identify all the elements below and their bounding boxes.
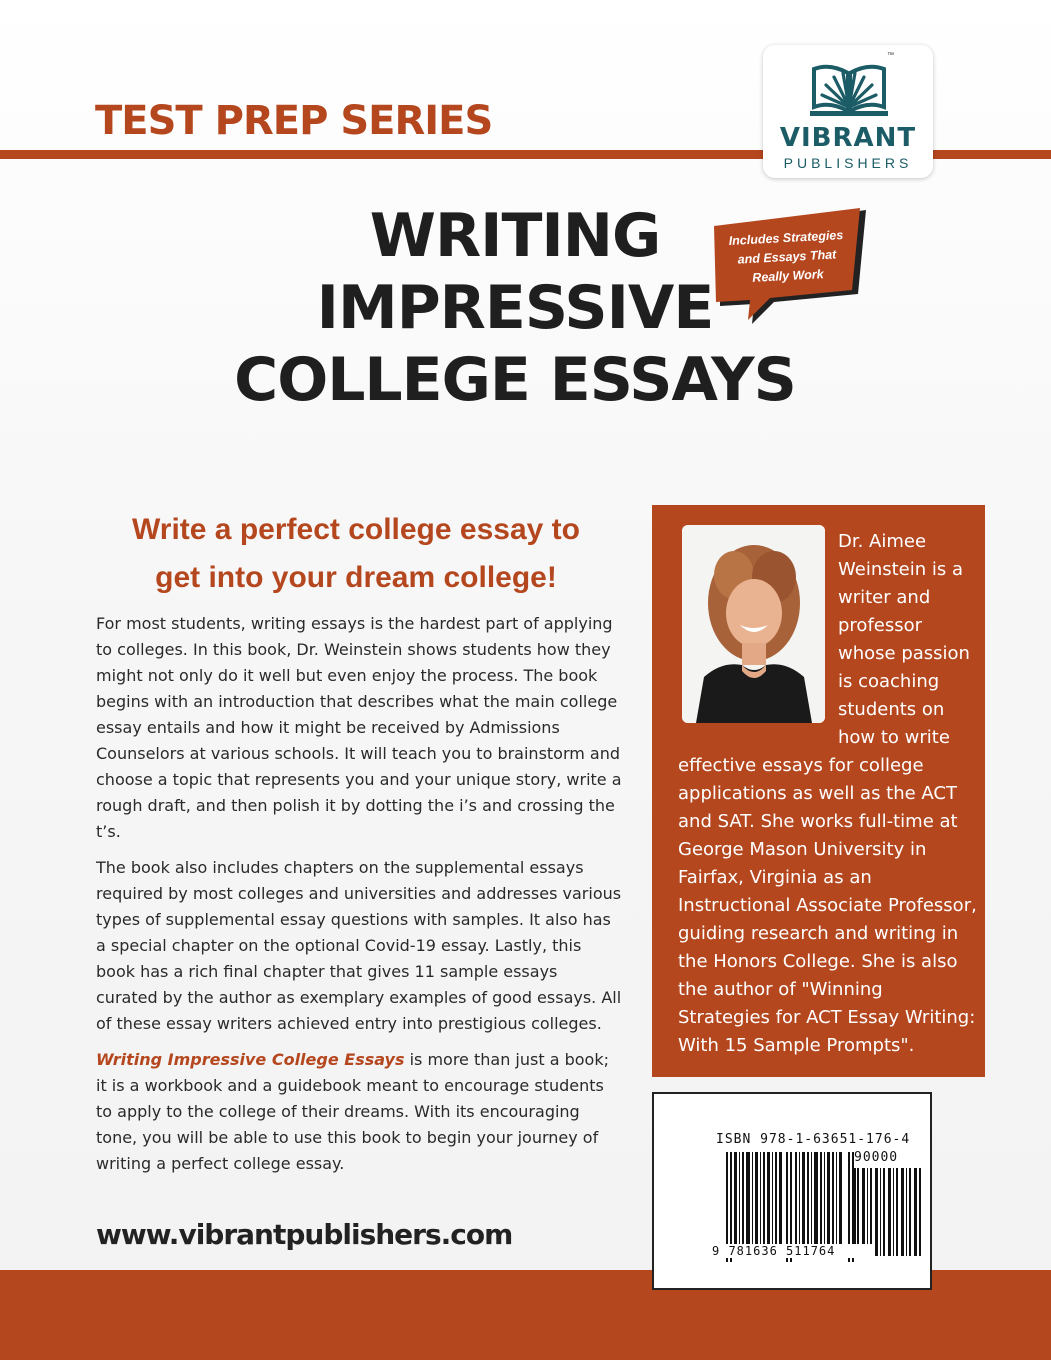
tagline-line-1: Write a perfect college essay to xyxy=(132,513,580,546)
ean-digits: 9 781636 511764 xyxy=(712,1244,872,1258)
price-addon-barcode-image xyxy=(854,1168,924,1256)
description-paragraph-3 xyxy=(96,1047,622,1177)
publisher-name: VIBRANT xyxy=(779,123,917,153)
series-title: TEST PREP SERIES xyxy=(95,98,493,144)
book-title-mention: Writing Impressive College Essays xyxy=(96,1050,405,1069)
description-paragraph-3-text: is more than just a book; it is a workbook and a guidebook meant to encourage students to apply to the college of their dreams. With its encouraging tone, you will be able to use this book to begin your journey of writing a perfect college essay. xyxy=(96,1050,609,1173)
callout-line-3: Really Work xyxy=(751,267,824,285)
tagline-line-2: get into your dream college! xyxy=(155,561,557,594)
callout-line-2: and Essays That xyxy=(737,247,837,267)
photo-spacer xyxy=(678,528,838,726)
trademark-symbol: ™ xyxy=(887,52,894,59)
publisher-website: www.vibrantpublishers.com xyxy=(96,1218,513,1251)
callout-line-1: Includes Strategies xyxy=(728,228,844,249)
callout-text xyxy=(717,225,858,289)
publisher-logo xyxy=(763,45,933,178)
barcode-box xyxy=(652,1092,932,1290)
description-paragraph-2: The book also includes chapters on the supplemental essays required by most colleges and universities and addresses various types of supplemental essay questions with samples. It also has a special chapter on the optional Covid-19 essay. Lastly, this book has a rich final chapter that gives 11 sample essays curated by the author as exemplary examples of good essays. All of these essay writers achieved entry into prestigious colleges. xyxy=(96,858,622,1033)
tagline xyxy=(96,506,616,602)
title-line-1: WRITING xyxy=(369,201,661,271)
publisher-subname: PUBLISHERS xyxy=(783,155,913,171)
description-paragraph-1: For most students, writing essays is the hardest part of applying to colleges. In this book, Dr. Weinstein shows students how they might not only do it well but even enjoy the process. The book begins with an introduction that describes what the main college essay entails and how it might be received by Admissions Counselors at various schools. It will teach you to brainstorm and choose a topic that represents you and your unique story, write a rough draft, and then polish it by dotting the i’s and crossing the t’s. xyxy=(96,614,622,841)
author-bio xyxy=(678,528,978,1060)
author-bio-text: Dr. Aimee Weinstein is a writer and professor whose passion is coaching students on how to write effective essays for college applications as well as the ACT and SAT. She works full-time at George Mason University in Fairfax, Virginia as an Instructional Associate Professor, guiding research and writing in the Honors College. She is also the author of "Winning Strategies for ACT Essay Writing: With 15 Sample Prompts". xyxy=(678,531,977,1056)
title-line-3: COLLEGE ESSAYS xyxy=(234,345,796,415)
book-description xyxy=(96,611,622,1187)
title-line-2: IMPRESSIVE xyxy=(316,273,714,343)
isbn-label: ISBN 978-1-63651-176-4 xyxy=(716,1132,911,1147)
price-code: 90000 xyxy=(854,1150,899,1165)
open-book-sunburst-icon xyxy=(810,55,888,119)
